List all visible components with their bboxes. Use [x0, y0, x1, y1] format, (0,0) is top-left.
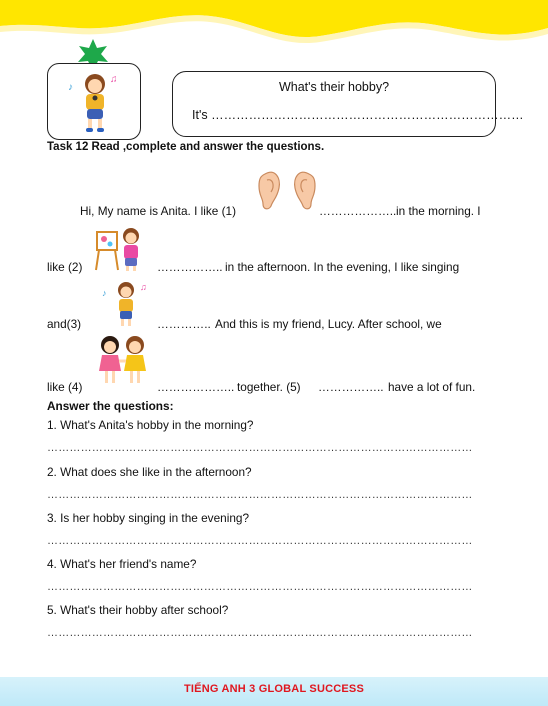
- blank-2[interactable]: ……………..: [157, 260, 223, 274]
- svg-text:♫: ♫: [110, 74, 118, 85]
- question-4: 4. What's her friend's name?: [47, 557, 197, 571]
- question-5: 5. What's their hobby after school?: [47, 603, 229, 617]
- passage-line-3b: And this is my friend, Lucy. After school, we: [215, 317, 442, 331]
- blank-1[interactable]: ………………..: [319, 204, 397, 218]
- passage-line-4a: like (4): [47, 380, 83, 394]
- task-title: Task 12 Read ,complete and answer the questions.: [47, 141, 325, 153]
- passage-line-4b: together. (5): [237, 380, 301, 394]
- question-3: 3. Is her hobby singing in the evening?: [47, 511, 249, 525]
- passage-line-1a: Hi, My name is Anita. I like (1): [80, 204, 237, 218]
- answer-line-2[interactable]: ……………………………………………………………………………………………………: [47, 489, 473, 501]
- passage-line-2b: in the afternoon. In the evening, I like singing: [225, 260, 460, 274]
- answer-line-1[interactable]: ……………………………………………………………………………………………………: [47, 442, 473, 454]
- singing-girl-small-icon: [102, 278, 150, 328]
- painting-girl-icon: [93, 226, 145, 272]
- two-friends-dancing-icon: [93, 333, 153, 387]
- answer-line-4[interactable]: ……………………………………………………………………………………………………: [47, 581, 473, 593]
- hobby-question-box: [172, 71, 524, 137]
- svg-text:♪: ♪: [68, 82, 73, 93]
- hobby-answer-line: [192, 108, 524, 122]
- answer-section-title: Answer the questions:: [47, 399, 174, 413]
- hobby-answer-dots[interactable]: …………………………………………………………………: [211, 108, 524, 122]
- singing-girl-icon: [66, 68, 124, 134]
- passage-line-3a: and(3): [47, 317, 82, 331]
- answer-line-3[interactable]: ……………………………………………………………………………………………………: [47, 535, 473, 547]
- blank-5[interactable]: ……………..: [318, 380, 384, 394]
- blank-3[interactable]: …………..: [157, 317, 211, 331]
- answer-line-5[interactable]: ……………………………………………………………………………………………………: [47, 627, 473, 639]
- footer-title: TIẾNG ANH 3 GLOBAL SUCCESS: [184, 683, 364, 695]
- svg-text:♪: ♪: [102, 288, 107, 298]
- passage-line-2a: like (2): [47, 260, 83, 274]
- ears-icon: [257, 168, 317, 212]
- hobby-answer-prefix: It's: [192, 108, 208, 122]
- question-1: 1. What's Anita's hobby in the morning?: [47, 418, 254, 432]
- svg-text:♫: ♫: [140, 282, 147, 292]
- blank-4[interactable]: ………………..: [157, 380, 235, 394]
- passage-line-1b: in the morning. I: [396, 204, 481, 218]
- passage-line-5b: have a lot of fun.: [388, 380, 476, 394]
- picture-box: [47, 63, 141, 140]
- question-2: 2. What does she like in the afternoon?: [47, 465, 252, 479]
- hobby-question: What's their hobby?: [278, 80, 390, 94]
